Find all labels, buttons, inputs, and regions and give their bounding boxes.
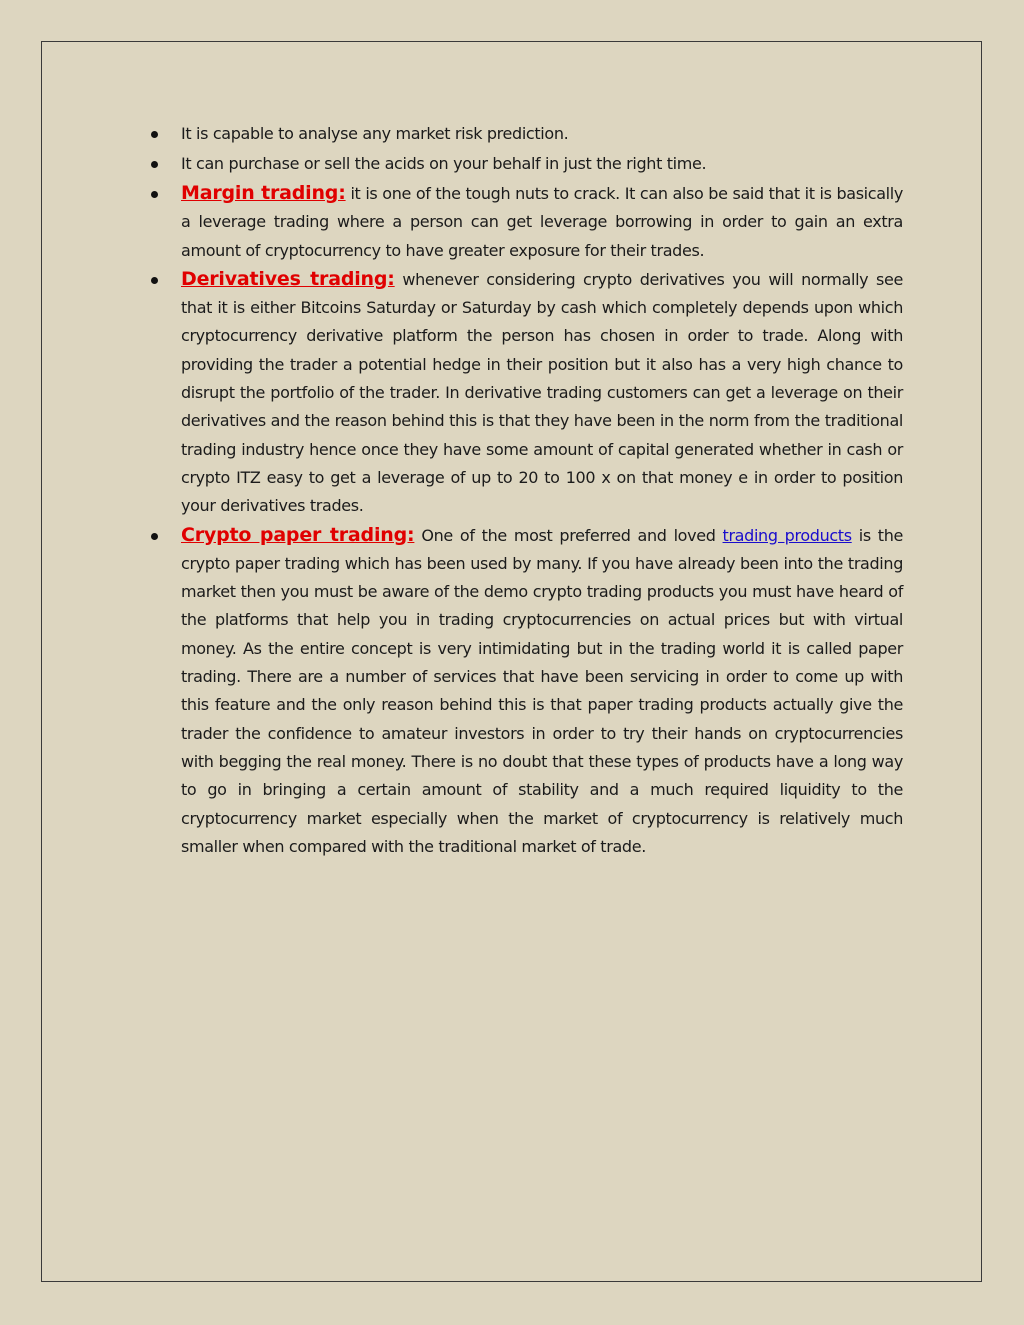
list-item [181, 149, 903, 179]
bullet-icon [151, 277, 158, 284]
section-heading: Margin trading: [181, 182, 346, 204]
bullet-icon [151, 131, 158, 138]
list-item-crypto-paper-trading [181, 521, 903, 862]
item-text: It can purchase or sell the acids on your behalf in just the right time. [181, 154, 707, 173]
list-item [181, 119, 903, 149]
trading-products-link[interactable]: trading products [722, 525, 852, 545]
item-text: One of the most preferred and loved [414, 525, 723, 545]
item-text: whenever considering crypto derivatives you will normally see that it is either Bitcoins Saturday or Saturday by cash which completely depends upon which cryptocurrency derivative platform the person has chosen in order to trade. Along with providing the trader a potential hedge in their position but it also has a very high chance to disrupt the portfolio of the trader. In derivative trading customers can get a leverage on their derivatives and the reason behind this is that they have been in the norm from the traditional trading industry hence once they have some amount of capital generated whether in cash or crypto ITZ easy to get a leverage of up to 20 to 100 x on that money e in order to position your derivatives trades. [181, 269, 903, 516]
bullet-list [181, 119, 903, 861]
bullet-icon [151, 161, 158, 168]
item-text: It is capable to analyse any market risk prediction. [181, 124, 569, 143]
bullet-icon [151, 533, 158, 540]
bullet-icon [151, 191, 158, 198]
list-item-derivatives-trading [181, 265, 903, 521]
section-heading: Derivatives trading: [181, 267, 395, 290]
section-heading: Crypto paper trading: [181, 523, 415, 546]
list-item-margin-trading [181, 179, 903, 265]
item-text: is the crypto paper trading which has been used by many. If you have already been into the trading market then you must be aware of the demo crypto trading products you must have heard of the platforms that help you in trading cryptocurrencies on actual prices but with virtual money. As the entire concept is very intimidating but in the trading world it is called paper trading. There are a number of services that have been servicing in order to come up with this feature and the only reason behind this is that paper trading products actually give the trader the confidence to amateur investors in order to try their hands on cryptocurrencies with begging the real money. There is no doubt that these types of products have a long way to go in bringing a certain amount of stability and a much required liquidity to the cryptocurrency market especially when the market of cryptocurrency is relatively much smaller when compared with the traditional market of trade. [181, 525, 904, 856]
item-text: it is one of the tough nuts to crack. It can also be said that it is basically a leverage trading where a person can get leverage borrowing in order to gain an extra amount of cryptocurrency to have greater exposure for their trades. [181, 184, 903, 260]
